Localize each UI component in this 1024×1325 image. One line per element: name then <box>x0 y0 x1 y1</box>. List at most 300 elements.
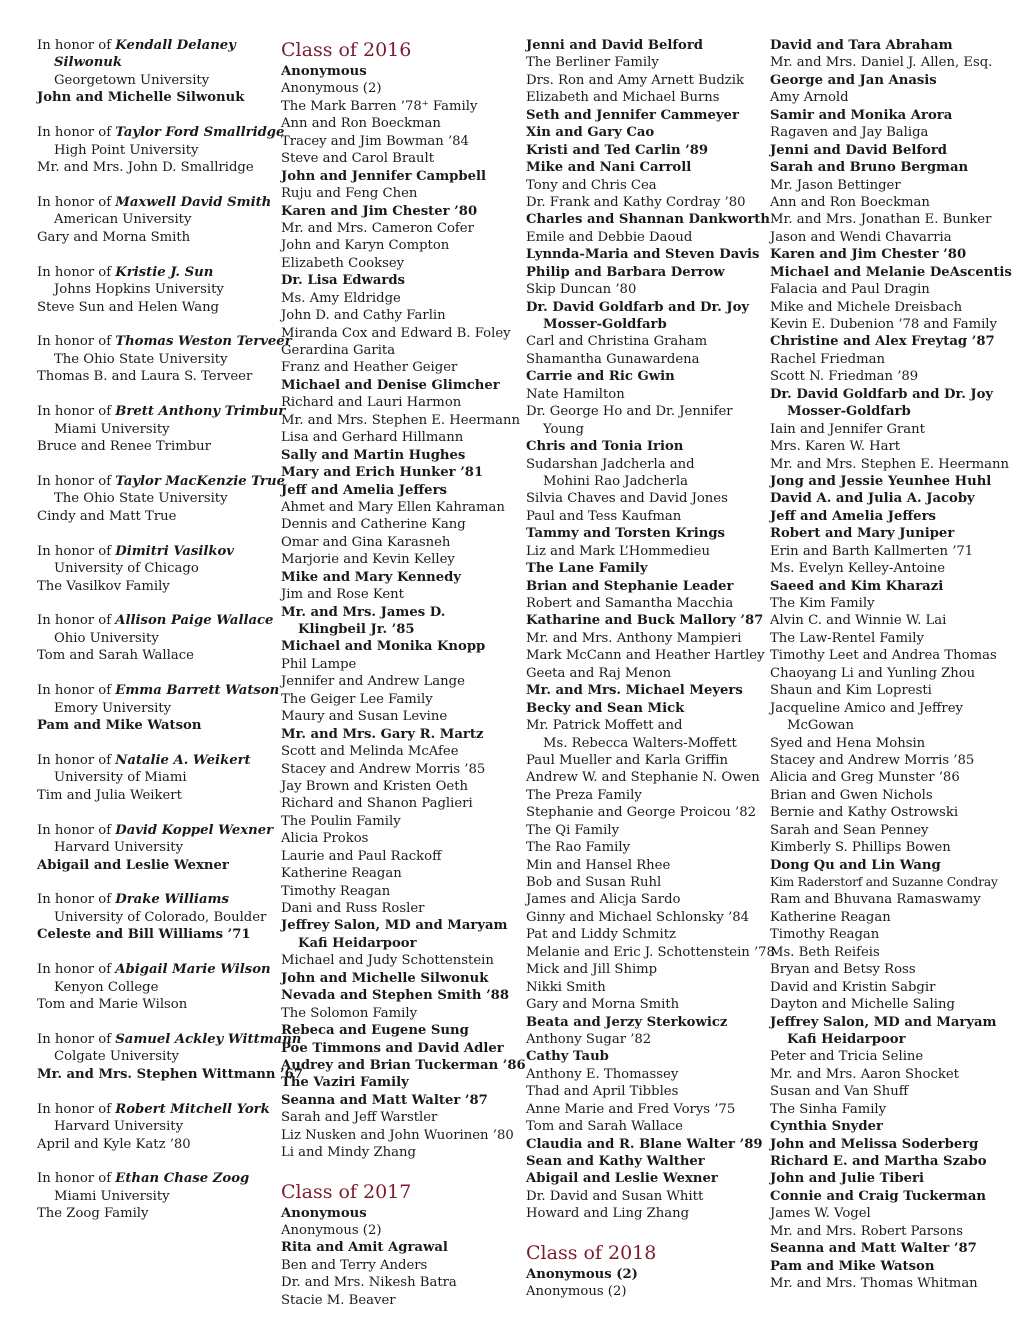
donor-entry: Kafi Heidarpoor <box>787 1031 906 1047</box>
honoree-name: Brett Anthony Trimbur <box>115 404 286 420</box>
donor-entry: Ms. Beth Reifeis <box>770 944 880 960</box>
donor-entry: Scott N. Friedman ’89 <box>770 369 919 385</box>
honoree-name: Taylor MacKenzie True <box>115 473 285 489</box>
donor-entry: Ram and Bhuvana Ramaswamy <box>770 892 981 908</box>
donor-entry: The Solomon Family <box>281 1005 418 1021</box>
donor-entry: Mr. and Mrs. Stephen E. Heermann <box>770 456 1010 472</box>
honor-line <box>37 682 280 699</box>
donor-entry: John and Julie Tiberi <box>770 1171 924 1187</box>
donor-entry: Omar and Gina Karasneh <box>281 534 451 550</box>
honor-line <box>37 1170 273 1187</box>
donor-entry: John and Jennifer Campbell <box>281 168 487 184</box>
donor-entry: Poe Timmons and David Adler <box>281 1040 504 1056</box>
donor-entry: Amy Arnold <box>770 90 849 106</box>
honoree-name: Dimitri Vasilkov <box>115 543 234 559</box>
donor-entry: Kristi and Ted Carlin ’89 <box>526 142 709 158</box>
donor-entry: George and Jan Anasis <box>770 72 937 88</box>
donor-entry: Mark McCann and Heather Hartley <box>526 648 765 664</box>
donor-entry: Lisa and Gerhard Hillmann <box>281 430 464 446</box>
donor-name: Tom and Marie Wilson <box>37 997 188 1013</box>
donor-entry: Michael and Denise Glimcher <box>281 377 500 393</box>
honoree-school: The Ohio State University <box>54 351 228 367</box>
donor-entry: The Preza Family <box>526 787 642 803</box>
donor-entry: Tammy and Torsten Krings <box>526 526 725 542</box>
spacer <box>37 525 273 542</box>
donor-entry: John D. and Cathy Farlin <box>281 308 446 324</box>
donor-name: Mr. and Mrs. John D. Smallridge <box>37 160 254 176</box>
donor-entry: Shaun and Kim Lopresti <box>770 683 932 699</box>
donor-name: Celeste and Bill Williams ’71 <box>37 927 251 943</box>
donor-entry: Ragaven and Jay Baliga <box>770 125 929 141</box>
donor-entry: Tom and Sarah Wallace <box>526 1119 683 1135</box>
donor-entry: Elizabeth and Michael Burns <box>526 90 720 106</box>
donor-entry: Andrew W. and Stephanie N. Owen <box>526 770 760 786</box>
donor-entry: Mr. and Mrs. Daniel J. Allen, Esq. <box>770 55 993 71</box>
honor-prefix: In honor of <box>37 752 112 768</box>
donor-entry: The Sinha Family <box>770 1101 887 1117</box>
donor-name: Pam and Mike Watson <box>37 718 202 734</box>
honor-line <box>37 473 285 490</box>
honor-prefix: In honor of <box>37 38 112 53</box>
honoree-name: Abigail Marie Wilson <box>115 962 271 978</box>
donor-entry: Mr. and Mrs. Cameron Cofer <box>281 220 474 236</box>
honoree-school: Emory University <box>54 700 172 716</box>
donor-entry: Erin and Barth Kallmerten ’71 <box>770 543 974 559</box>
donor-entry: John and Melissa Soderberg <box>770 1136 979 1152</box>
donor-entry: Mick and Jill Shimp <box>526 962 658 978</box>
donor-entry: Stacey and Andrew Morris ’85 <box>770 752 975 768</box>
spacer <box>37 107 273 124</box>
donor-entry: Mr. Patrick Moffett and <box>526 718 683 734</box>
donor-entry: McGowan <box>787 718 855 734</box>
donor-name: The Vasilkov Family <box>37 578 170 594</box>
donor-entry: Stacey and Andrew Morris ’85 <box>281 761 486 777</box>
donor-entry: Franz and Heather Geiger <box>281 360 458 376</box>
donor-entry: Anthony E. Thomassey <box>526 1066 679 1082</box>
spacer <box>37 386 273 403</box>
donor-entry: Dong Qu and Lin Wang <box>770 857 941 873</box>
donor-entry: Claudia and R. Blane Walter ’89 <box>526 1136 763 1152</box>
donor-name: The Zoog Family <box>37 1206 149 1222</box>
donor-entry: Anonymous (2) <box>526 1284 627 1300</box>
honor-prefix: In honor of <box>37 473 112 489</box>
honor-prefix: In honor of <box>37 962 112 978</box>
donor-entry: Mr. and Mrs. Jonathan E. Bunker <box>770 212 992 228</box>
honor-line <box>37 37 273 54</box>
honor-column <box>37 37 303 1223</box>
honoree-school: The Ohio State University <box>54 491 228 507</box>
donor-entry: Kim Raderstorf and Suzanne Condray <box>770 875 998 889</box>
donor-entry: The Lane Family <box>526 561 648 577</box>
honoree-name: Samuel Ackley Wittmann <box>115 1031 302 1047</box>
honor-line <box>37 543 273 560</box>
donor-entry: Bob and Susan Ruhl <box>526 875 662 890</box>
donor-entry: Richard E. and Martha Szabo <box>770 1154 987 1169</box>
donor-entry: Peter and Tricia Seline <box>770 1049 924 1065</box>
donor-entry: Klingbeil Jr. ’85 <box>298 622 415 637</box>
donor-entry: Lynnda-Maria and Steven Davis <box>526 247 760 263</box>
donor-entry: Ms. Evelyn Kelley-Antoine <box>770 561 946 577</box>
donor-entry: Ruju and Feng Chen <box>281 186 418 202</box>
donor-entry: David and Tara Abraham <box>770 38 953 53</box>
class-2017-list-continued <box>526 37 775 1223</box>
donor-entry: Audrey and Brian Tuckerman ’86 <box>281 1057 526 1073</box>
donor-entry: Dr. Frank and Kathy Cordray ’80 <box>526 194 746 210</box>
donor-entry: Jenni and David Belford <box>770 142 948 158</box>
donor-entry: Dr. David Goldfarb and Dr. Joy <box>770 386 994 402</box>
class-column-4 <box>770 37 1012 1293</box>
donor-entry: Steve and Carol Brault <box>281 151 435 167</box>
donor-entry: Katharine and Buck Mallory ’87 <box>526 613 764 629</box>
honor-line <box>37 822 273 839</box>
donor-entry: Ahmet and Mary Ellen Kahraman <box>281 499 505 515</box>
donor-entry: Marjorie and Kevin Kelley <box>281 552 455 568</box>
donor-entry: The Mark Barren ’78⁺ Family <box>281 98 478 114</box>
honor-line <box>37 333 292 350</box>
donor-entry: Charles and Shannan Dankworth <box>526 212 770 228</box>
donor-entry: Timothy Leet and Andrea Thomas <box>770 648 997 664</box>
donor-entry: Phil Lampe <box>281 656 357 672</box>
donor-entry: Samir and Monika Arora <box>770 107 953 123</box>
honor-prefix: In honor of <box>37 264 112 280</box>
donor-entry: David and Kristin Sabgir <box>770 979 936 995</box>
honoree-school: American University <box>54 212 192 228</box>
donor-entry: Sudarshan Jadcherla and <box>526 456 695 472</box>
donor-entry: Sarah and Bruno Bergman <box>770 160 969 176</box>
donor-entry: Min and Hansel Rhee <box>526 857 671 873</box>
donor-entry: The Poulin Family <box>281 813 401 829</box>
donor-name: Gary and Morna Smith <box>37 229 191 245</box>
donor-entry: Falacia and Paul Dragin <box>770 282 930 298</box>
donor-entry: Scott and Melinda McAfee <box>281 744 459 760</box>
honoree-school: University of Colorado, Boulder <box>54 909 267 925</box>
donor-entry: Brian and Stephanie Leader <box>526 578 734 594</box>
donor-name: Tim and Julia Weikert <box>37 787 182 803</box>
donor-entry: Mike and Michele Dreisbach <box>770 299 963 315</box>
donor-name: Steve Sun and Helen Wang <box>37 299 220 315</box>
donor-entry: Gerardina Garita <box>281 343 396 358</box>
donor-entry: Cynthia Snyder <box>770 1119 883 1135</box>
donor-entry: Mr. and Mrs. Michael Meyers <box>526 683 743 699</box>
donor-entry: Anonymous <box>281 1205 367 1221</box>
donor-name: John and Michelle Silwonuk <box>37 90 245 106</box>
class-2016-list <box>281 63 526 1162</box>
donor-entry: Mr. and Mrs. Thomas Whitman <box>770 1276 978 1292</box>
donor-entry: Maury and Susan Levine <box>281 709 448 725</box>
donor-entry: Robert and Samantha Macchia <box>526 596 734 611</box>
donor-entry: Paul and Tess Kaufman <box>526 508 682 524</box>
donor-entry: The Kim Family <box>770 596 875 611</box>
donor-entry: Christine and Alex Freytag ’87 <box>770 334 995 350</box>
donor-entry: Dr. and Mrs. Nikesh Batra <box>281 1275 457 1291</box>
donor-entry: Philip and Barbara Derrow <box>526 264 725 280</box>
donor-entry: Jason and Wendi Chavarria <box>770 229 952 245</box>
honoree-school: Miami University <box>54 1188 170 1204</box>
donor-entry: Sean and Kathy Walther <box>526 1154 705 1169</box>
honoree-school: High Point University <box>54 142 199 158</box>
donor-entry: Li and Mindy Zhang <box>281 1145 416 1161</box>
honoree-school: Miami University <box>54 421 170 437</box>
donor-entry: Mohini Rao Jadcherla <box>543 473 688 489</box>
donor-entry: Stephanie and George Proicou ’82 <box>526 805 756 821</box>
class-column-3 <box>526 37 775 1301</box>
donor-entry: Anonymous (2) <box>281 1223 382 1238</box>
donor-entry: Richard and Shanon Paglieri <box>281 796 473 812</box>
honoree-name-wrap: Silwonuk <box>54 55 123 71</box>
class-2017-list <box>281 1205 517 1310</box>
honor-line <box>37 403 286 420</box>
spacer <box>37 944 273 961</box>
donor-entry: Nate Hamilton <box>526 386 625 402</box>
donor-entry: Ann and Ron Boeckman <box>281 116 441 132</box>
donor-entry: Mosser-Goldfarb <box>543 317 667 332</box>
honoree-name: Emma Barrett Watson <box>115 683 280 699</box>
spacer <box>37 316 273 333</box>
donor-entry: Thad and April Tibbles <box>526 1084 679 1100</box>
donor-entry: Mr. Jason Bettinger <box>770 177 901 193</box>
donor-entry: Carrie and Ric Gwin <box>526 369 675 385</box>
donor-entry: Dr. George Ho and Dr. Jennifer <box>526 404 733 420</box>
donor-name: Bruce and Renee Trimbur <box>37 439 211 455</box>
donor-entry: James W. Vogel <box>770 1206 871 1222</box>
honor-line <box>37 891 273 908</box>
donor-entry: Brian and Gwen Nichols <box>770 787 933 803</box>
class-2018-list-continued <box>770 37 1012 1293</box>
donor-entry: Seanna and Matt Walter ’87 <box>770 1241 977 1257</box>
donor-name: Mr. and Mrs. Stephen Wittmann ’67 <box>37 1066 303 1082</box>
donor-entry: Seth and Jennifer Cammeyer <box>526 107 739 123</box>
honor-prefix: In honor of <box>37 1171 112 1187</box>
donor-entry: Mr. and Mrs. Aaron Shocket <box>770 1066 959 1082</box>
honoree-name: Kendall Delaney <box>115 38 236 53</box>
donor-entry: Connie and Craig Tuckerman <box>770 1188 986 1204</box>
donor-entry: Anonymous (2) <box>281 81 382 97</box>
donor-entry: Richard and Lauri Harmon <box>281 395 462 411</box>
honor-line <box>37 194 273 211</box>
donor-entry: Rachel Friedman <box>770 351 885 367</box>
honor-prefix: In honor of <box>37 683 112 699</box>
spacer <box>37 874 273 891</box>
honor-prefix: In honor of <box>37 334 112 350</box>
donor-entry: Howard and Ling Zhang <box>526 1206 690 1222</box>
class-2016-heading: Class of 2016 <box>281 39 412 61</box>
donor-entry: Silvia Chaves and David Jones <box>526 491 728 507</box>
honor-prefix: In honor of <box>37 1101 112 1117</box>
donor-entry: Dr. David and Susan Whitt <box>526 1188 704 1204</box>
honor-line <box>37 961 273 978</box>
honoree-name: Thomas Weston Terveer <box>115 334 292 350</box>
donor-entry: Katherine Reagan <box>770 909 891 925</box>
donor-entry: Skip Duncan ’80 <box>526 282 637 298</box>
class-2018-heading: Class of 2018 <box>526 1241 657 1264</box>
honor-prefix: In honor of <box>37 892 112 908</box>
donor-entry: Dayton and Michelle Saling <box>770 997 955 1013</box>
donor-entry: Mike and Nani Carroll <box>526 160 692 176</box>
honor-line <box>37 124 285 141</box>
spacer <box>37 595 273 612</box>
donor-entry: Sarah and Sean Penney <box>770 822 929 838</box>
class-2018-list <box>526 1266 762 1301</box>
donor-entry: Mr. and Mrs. James D. <box>281 604 446 620</box>
donor-entry: The Rao Family <box>526 840 631 856</box>
donor-entry: Mr. and Mrs. Stephen E. Heermann <box>281 412 521 428</box>
spacer <box>37 1153 273 1170</box>
donor-entry: Abigail and Leslie Wexner <box>526 1171 718 1187</box>
donor-entry: Seanna and Matt Walter ’87 <box>281 1092 488 1108</box>
donor-entry: Jeff and Amelia Jeffers <box>281 482 447 498</box>
donor-entry: Alvin C. and Winnie W. Lai <box>770 613 947 629</box>
donor-entry: Kimberly S. Phillips Bowen <box>770 840 951 856</box>
donor-entry: Laurie and Paul Rackoff <box>281 848 442 864</box>
donor-entry: Ms. Rebecca Walters-Moffett <box>543 735 737 751</box>
donor-entry: Ben and Terry Anders <box>281 1257 428 1273</box>
donor-entry: Geeta and Raj Menon <box>526 665 672 681</box>
donor-entry: John and Karyn Compton <box>281 238 450 254</box>
donor-entry: Gary and Morna Smith <box>526 997 680 1013</box>
donor-entry: Dennis and Catherine Kang <box>281 517 466 533</box>
class-column-2 <box>281 37 526 1309</box>
donor-entry: Karen and Jim Chester ’80 <box>770 247 967 263</box>
honoree-name: Natalie A. Weikert <box>115 752 251 768</box>
donor-entry: Michael and Monika Knopp <box>281 639 486 655</box>
donor-entry: Rebeca and Eugene Sung <box>281 1023 469 1039</box>
honoree-name: Drake Williams <box>115 892 229 908</box>
honoree-school: Johns Hopkins University <box>54 282 224 298</box>
honor-line <box>37 264 273 281</box>
donor-entry: Kevin E. Dubenion ’78 and Family <box>770 317 997 332</box>
honoree-school: Ohio University <box>54 630 159 646</box>
donor-entry: Mrs. Karen W. Hart <box>770 439 901 455</box>
donor-entry: David A. and Julia A. Jacoby <box>770 491 975 507</box>
donor-entry: Mr. and Mrs. Robert Parsons <box>770 1223 964 1239</box>
donor-entry: The Vaziri Family <box>281 1075 409 1091</box>
donor-entry: Jennifer and Andrew Lange <box>281 674 465 690</box>
donor-name: Tom and Sarah Wallace <box>37 648 194 664</box>
honoree-school: Colgate University <box>54 1049 179 1065</box>
donor-entry: Paul Mueller and Karla Griffin <box>526 752 728 768</box>
donor-entry: The Qi Family <box>526 822 620 838</box>
honor-prefix: In honor of <box>37 543 112 559</box>
honor-prefix: In honor of <box>37 194 112 210</box>
donor-entry: Jim and Rose Kent <box>281 587 404 603</box>
donor-entry: Anne Marie and Fred Vorys ’75 <box>526 1101 736 1117</box>
donor-entry: Jeff and Amelia Jeffers <box>770 508 936 524</box>
spacer <box>37 804 273 821</box>
donor-entry: Emile and Debbie Daoud <box>526 229 693 245</box>
honor-line <box>37 612 273 629</box>
donor-entry: Susan and Van Shuff <box>770 1084 909 1100</box>
donor-entry: Becky and Sean Mick <box>526 700 685 716</box>
honoree-name: Taylor Ford Smallridge <box>115 125 285 141</box>
donor-name: Abigail and Leslie Wexner <box>37 857 229 873</box>
honor-prefix: In honor of <box>37 404 112 420</box>
donor-entry: The Berliner Family <box>526 55 659 71</box>
donor-entry: Sally and Martin Hughes <box>281 447 466 463</box>
donor-entry: Jay Brown and Kristen Oeth <box>281 778 469 794</box>
donor-entry: Anonymous (2) <box>526 1266 638 1282</box>
donor-entry: Mary and Erich Hunker ’81 <box>281 465 484 481</box>
honor-prefix: In honor of <box>37 613 112 629</box>
spacer <box>37 735 273 752</box>
spacer <box>37 456 273 473</box>
honor-line <box>37 1031 302 1048</box>
donor-entry: Miranda Cox and Edward B. Foley <box>281 325 511 341</box>
donor-entry: Anthony Sugar ’82 <box>526 1031 652 1047</box>
donor-entry: Michael and Judy Schottenstein <box>281 953 494 969</box>
donor-entry: Iain and Jennifer Grant <box>770 421 925 437</box>
honoree-school: Harvard University <box>54 840 184 856</box>
spacer <box>37 1014 273 1031</box>
spacer <box>37 665 273 682</box>
donor-entry: Dr. David Goldfarb and Dr. Joy <box>526 299 750 315</box>
donor-entry: Mr. and Mrs. Gary R. Martz <box>281 726 484 742</box>
donor-entry: Jeffrey Salon, MD and Maryam <box>281 918 508 934</box>
honoree-name: David Koppel Wexner <box>115 822 274 838</box>
donor-entry: Tracey and Jim Bowman ’84 <box>281 133 469 149</box>
donor-entry: Cathy Taub <box>526 1049 609 1065</box>
honor-line <box>37 752 273 769</box>
donor-entry: Shamantha Gunawardena <box>526 351 700 367</box>
donor-name: Thomas B. and Laura S. Terveer <box>37 369 253 385</box>
donor-entry: Chris and Tonia Irion <box>526 439 684 455</box>
honor-prefix: In honor of <box>37 125 112 141</box>
honoree-name: Allison Paige Wallace <box>115 613 274 629</box>
honoree-school: Georgetown University <box>54 72 210 88</box>
donor-entry: Mr. and Mrs. Anthony Mampieri <box>526 630 742 646</box>
donor-entry: Alicia and Greg Munster ’86 <box>770 770 960 786</box>
class-2017-heading: Class of 2017 <box>281 1180 412 1203</box>
donor-name: April and Kyle Katz ’80 <box>37 1136 191 1152</box>
honoree-school: Kenyon College <box>54 979 159 995</box>
donor-entry: Xin and Gary Cao <box>526 125 655 141</box>
donor-entry: Nikki Smith <box>526 979 606 995</box>
donor-entry: Ann and Ron Boeckman <box>770 194 930 210</box>
spacer <box>37 1083 273 1100</box>
donor-entry: Ms. Amy Eldridge <box>281 290 401 306</box>
donor-entry: Mike and Mary Kennedy <box>281 569 462 585</box>
honoree-school: University of Miami <box>54 770 187 786</box>
donor-entry: The Law-Rentel Family <box>770 630 924 646</box>
donor-entry: Carl and Christina Graham <box>526 334 708 350</box>
donor-entry: Jong and Jessie Yeunhee Huhl <box>770 473 992 489</box>
donor-entry: Sarah and Jeff Warstler <box>281 1110 438 1126</box>
honoree-school: Harvard University <box>54 1119 184 1135</box>
donor-entry: Jenni and David Belford <box>526 38 704 53</box>
donor-entry: Kafi Heidarpoor <box>298 935 417 951</box>
donor-entry: Rita and Amit Agrawal <box>281 1240 448 1256</box>
honor-line <box>37 1101 273 1118</box>
donor-entry: Ginny and Michael Schlonsky ’84 <box>526 909 749 925</box>
honoree-name: Ethan Chase Zoog <box>115 1171 250 1187</box>
donor-entry: Drs. Ron and Amy Arnett Budzik <box>526 72 744 88</box>
donor-entry: Beata and Jerzy Sterkowicz <box>526 1014 728 1030</box>
donor-entry: Bryan and Betsy Ross <box>770 962 916 978</box>
donor-entry: Saeed and Kim Kharazi <box>770 578 944 594</box>
donor-entry: Tony and Chris Cea <box>526 177 657 193</box>
donor-entry: Robert and Mary Juniper <box>770 526 955 542</box>
donor-entry: Liz and Mark L’Hommedieu <box>526 543 710 559</box>
spacer <box>37 177 273 194</box>
donor-entry: Pam and Mike Watson <box>770 1258 935 1274</box>
donor-entry: Dr. Lisa Edwards <box>281 273 405 289</box>
donor-name: Cindy and Matt True <box>37 508 177 524</box>
donor-entry: John and Michelle Silwonuk <box>281 970 489 986</box>
donor-entry: Katherine Reagan <box>281 866 402 882</box>
honor-prefix: In honor of <box>37 822 112 838</box>
honoree-name: Maxwell David Smith <box>115 194 272 210</box>
donor-entry: Bernie and Kathy Ostrowski <box>770 805 959 821</box>
donor-entry: Nevada and Stephen Smith ’88 <box>281 988 510 1004</box>
